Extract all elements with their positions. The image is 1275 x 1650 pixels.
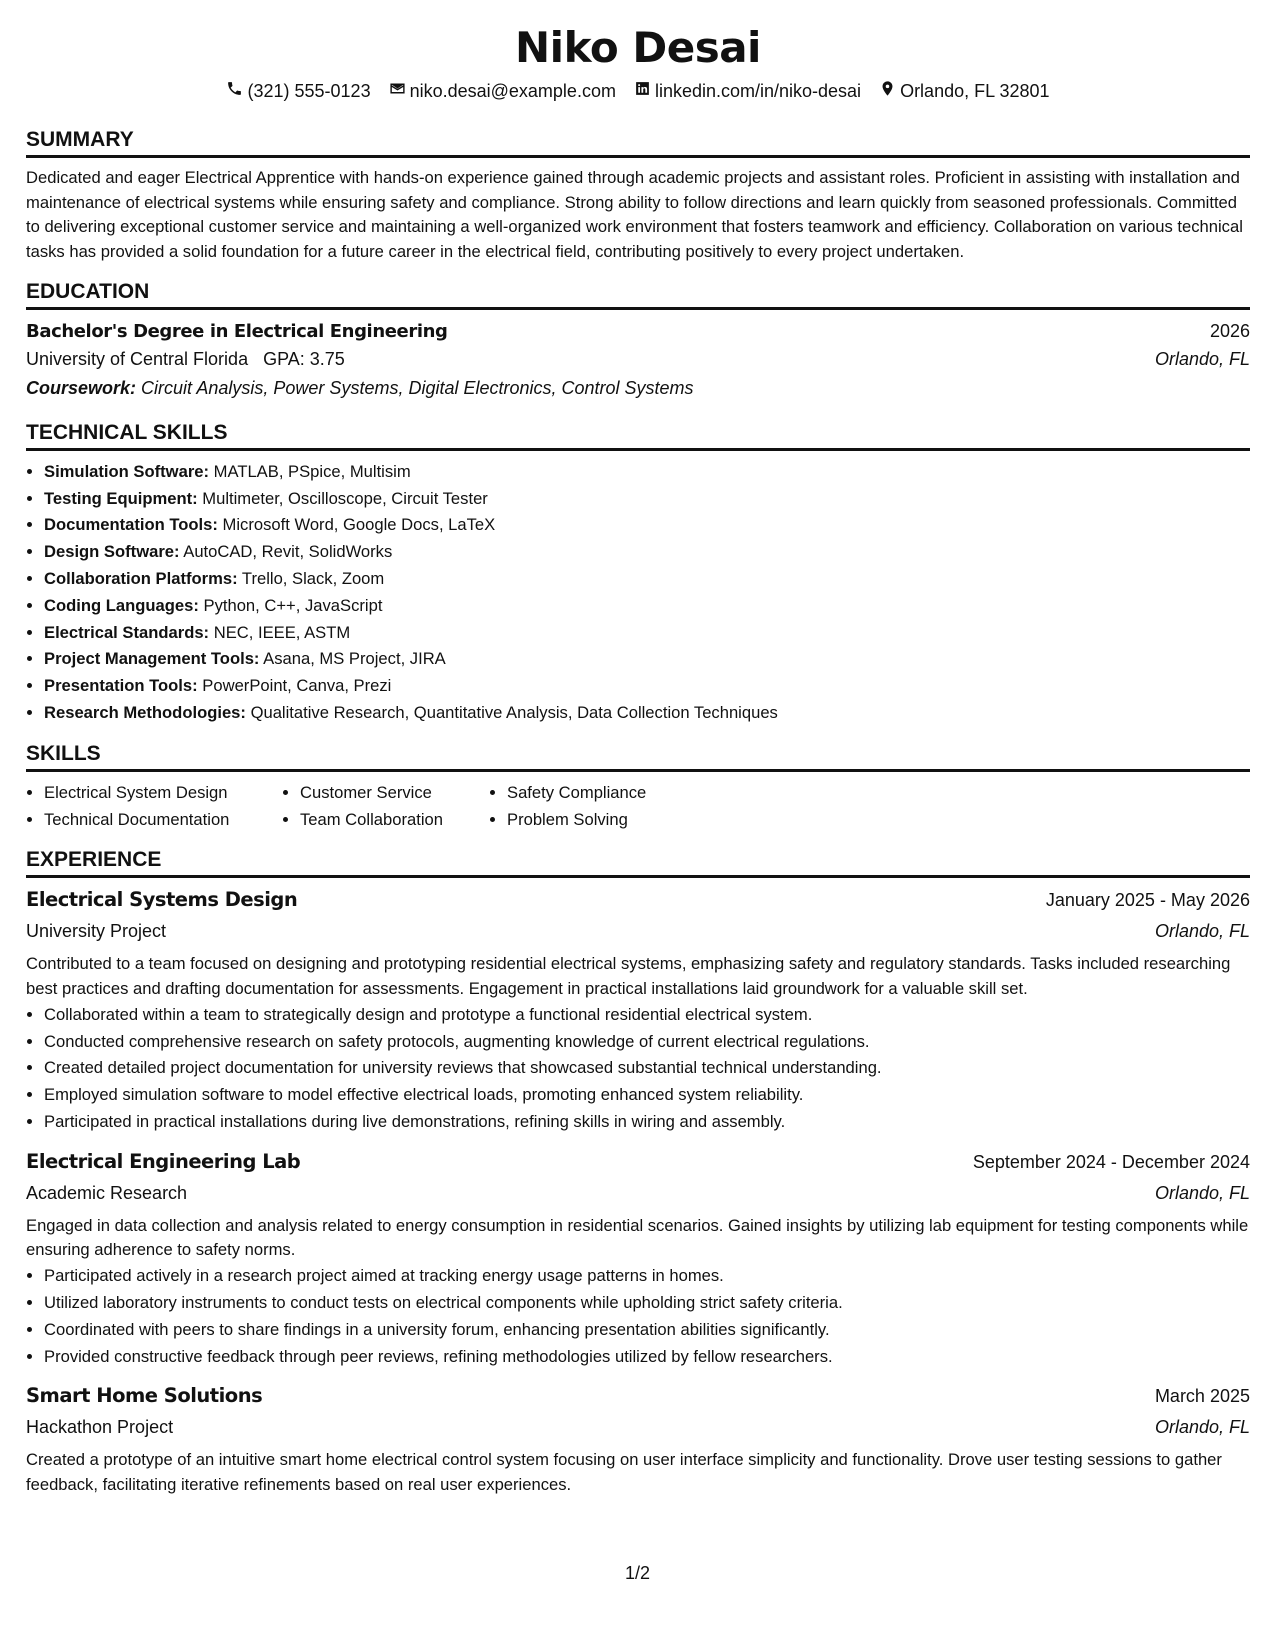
job-subheader xyxy=(26,1412,1250,1442)
job-bullets xyxy=(26,1263,1250,1370)
email-icon xyxy=(389,79,406,103)
technical-skills-list xyxy=(26,459,1250,727)
skill-label: Documentation Tools: xyxy=(44,515,218,535)
email-link[interactable]: niko.desai@example.com xyxy=(409,81,616,101)
job-org: University Project xyxy=(26,921,167,942)
job-org: Hackathon Project xyxy=(26,1417,174,1438)
list-item xyxy=(44,673,1250,700)
school-name: University of Central Florida xyxy=(26,348,249,369)
candidate-name: Niko Desai xyxy=(515,23,761,72)
experience-section xyxy=(26,847,1250,1497)
list-item: Electrical System Design xyxy=(44,782,228,802)
skills-section xyxy=(26,741,1250,834)
job-subheader xyxy=(26,1178,1250,1208)
job-location: Orlando, FL xyxy=(1154,1182,1250,1203)
job-location: Orlando, FL xyxy=(1154,921,1250,942)
skill-label: Testing Equipment: xyxy=(44,488,198,508)
list-item: • Collaborated within a team to strategically design and prototype a functional residential electrical system. xyxy=(44,1002,1250,1029)
job-entry xyxy=(26,1380,1250,1497)
job-header xyxy=(26,1146,1250,1178)
job-bullets xyxy=(26,1002,1250,1136)
skill-label: Simulation Software: xyxy=(44,461,210,481)
job-dates: January 2025 - May 2026 xyxy=(1045,890,1250,911)
list-item: • Created detailed project documentation for university reviews that showcased substantial technical understanding. xyxy=(44,1055,1250,1082)
job-description: Created a prototype of an intuitive smart home electrical control system focusing on user interface simplicity and functionality. Drove user testing sessions to gather feedback, facilitating iterative refinements based on real user experiences. xyxy=(26,1450,1222,1495)
list-item xyxy=(44,539,1250,566)
skills-heading: SKILLS xyxy=(26,741,1250,772)
list-item xyxy=(44,620,1250,647)
school-row xyxy=(26,344,1250,374)
list-item xyxy=(44,486,1250,513)
linkedin-icon xyxy=(634,79,651,103)
list-item xyxy=(44,700,1250,727)
technical-skills-section xyxy=(26,420,1250,727)
job-dates: September 2024 - December 2024 xyxy=(972,1151,1250,1172)
skill-value: Qualitative Research, Quantitative Analysis, Data Collection Techniques xyxy=(250,702,778,722)
education-heading: EDUCATION xyxy=(26,279,1250,310)
job-title: Electrical Engineering Lab xyxy=(26,1149,301,1173)
job-entry xyxy=(26,1146,1250,1371)
job-entry xyxy=(26,884,1250,1135)
list-item xyxy=(44,459,1250,486)
education-row xyxy=(26,319,1250,344)
location-icon xyxy=(879,79,896,103)
list-item: • Employed simulation software to model effective electrical loads, promoting enhanced system reliability. xyxy=(44,1082,1250,1109)
list-item xyxy=(44,566,1250,593)
job-org: Academic Research xyxy=(26,1182,188,1203)
skills-grid xyxy=(26,780,1250,834)
contact-bar xyxy=(26,79,1250,103)
page-number: 1/2 xyxy=(624,1563,651,1583)
summary-heading: SUMMARY xyxy=(26,127,1250,158)
list-item: • Participated actively in a research project aimed at tracking energy usage patterns in homes. xyxy=(44,1263,1250,1290)
phone-icon xyxy=(226,79,243,103)
skill-label: Coding Languages: xyxy=(44,595,199,615)
resume-page xyxy=(26,18,1250,1498)
skill-value: Microsoft Word, Google Docs, LaTeX xyxy=(222,515,496,535)
job-title: Smart Home Solutions xyxy=(26,1384,263,1408)
list-item: • Utilized laboratory instruments to conduct tests on electrical components while upholding strict safety criteria. xyxy=(44,1290,1250,1317)
list-item: Problem Solving xyxy=(507,809,628,829)
skill-value: AutoCAD, Revit, SolidWorks xyxy=(183,542,393,562)
coursework xyxy=(26,374,1250,402)
summary-text: Dedicated and eager Electrical Apprentice with hands-on experience gained through academic projects and assistant roles. Proficient in assisting with installation and maintenance of electrical systems while ensuring safety and compliance. Strong ability to follow directions and learn quickly from seasoned professionals. Committed to delivering exceptional customer service and maintaining a well-organized work environment that fosters teamwork and efficiency. Collaboration on various technical tasks has provided a solid foundation for a future career in the electrical field, contributing positively to every project undertaken. xyxy=(26,168,1243,262)
skill-label: Collaboration Platforms: xyxy=(44,569,238,588)
list-item: • Provided constructive feedback through peer reviews, refining methodologies utilized by fellow researchers. xyxy=(44,1344,1250,1371)
contact-email[interactable] xyxy=(389,79,616,103)
contact-location xyxy=(879,79,1049,103)
coursework-label: Coursework: xyxy=(26,377,137,398)
skill-value: Python, C++, JavaScript xyxy=(203,595,383,615)
skill-value: MATLAB, PSpice, Multisim xyxy=(213,461,411,481)
location-text: Orlando, FL 32801 xyxy=(900,81,1050,101)
skill-value: Multimeter, Oscilloscope, Circuit Tester xyxy=(202,488,488,508)
skill-value: Asana, MS Project, JIRA xyxy=(263,649,446,669)
skill-label: Design Software: xyxy=(44,542,180,562)
linkedin-link[interactable]: linkedin.com/in/niko-desai xyxy=(654,81,862,101)
school-location: Orlando, FL xyxy=(1154,348,1250,369)
contact-phone xyxy=(226,79,370,103)
job-title: Electrical Systems Design xyxy=(26,888,298,912)
job-header xyxy=(26,1380,1250,1412)
job-subheader xyxy=(26,916,1250,946)
list-item: • Conducted comprehensive research on safety protocols, augmenting knowledge of current electrical regulations. xyxy=(44,1029,1250,1056)
gpa: GPA: 3.75 xyxy=(263,348,345,369)
list-item: Safety Compliance xyxy=(507,782,647,802)
job-location: Orlando, FL xyxy=(1154,1417,1250,1438)
graduation-year: 2026 xyxy=(1209,320,1250,341)
skill-label: Presentation Tools: xyxy=(44,676,198,696)
skill-label: Electrical Standards: xyxy=(44,622,210,642)
phone-text: (321) 555-0123 xyxy=(247,81,371,101)
coursework-list: Circuit Analysis, Power Systems, Digital Electronics, Control Systems xyxy=(141,377,694,398)
job-description: Engaged in data collection and analysis related to energy consumption in residential scenarios. Gained insights by utilizing lab equipment for testing components while ensuring adherence to safety norms. xyxy=(26,1215,1249,1260)
list-item xyxy=(44,593,1250,620)
skill-value: PowerPoint, Canva, Prezi xyxy=(202,676,392,696)
technical-skills-heading: TECHNICAL SKILLS xyxy=(26,420,1250,451)
list-item: • Coordinated with peers to share findings in a university forum, enhancing presentation abilities significantly. xyxy=(44,1317,1250,1344)
list-item: Team Collaboration xyxy=(300,809,443,829)
school-info xyxy=(26,344,345,374)
skill-value: Trello, Slack, Zoom xyxy=(241,569,385,588)
list-item xyxy=(44,512,1250,539)
job-description: Contributed to a team focused on designing and prototyping residential electrical systems, emphasizing safety and regulatory standards. Tasks included researching best practices and drafting documentation for assessments. Engagement in practical installations laid groundwork for a valuable skill set. xyxy=(26,954,1231,999)
skill-label: Project Management Tools: xyxy=(44,649,260,669)
experience-heading: EXPERIENCE xyxy=(26,847,1250,878)
skill-label: Research Methodologies: xyxy=(44,702,246,722)
job-header xyxy=(26,884,1250,916)
summary-section xyxy=(26,127,1250,265)
list-item: Technical Documentation xyxy=(44,809,230,829)
education-section xyxy=(26,279,1250,402)
job-dates: March 2025 xyxy=(1154,1386,1250,1407)
degree-title: Bachelor's Degree in Electrical Engineering xyxy=(26,320,448,342)
list-item: Customer Service xyxy=(300,782,432,802)
skill-value: NEC, IEEE, ASTM xyxy=(213,622,351,642)
list-item: • Participated in practical installations during live demonstrations, refining skills in wiring and assembly. xyxy=(44,1109,1250,1136)
contact-linkedin[interactable] xyxy=(634,79,861,103)
list-item xyxy=(44,646,1250,673)
